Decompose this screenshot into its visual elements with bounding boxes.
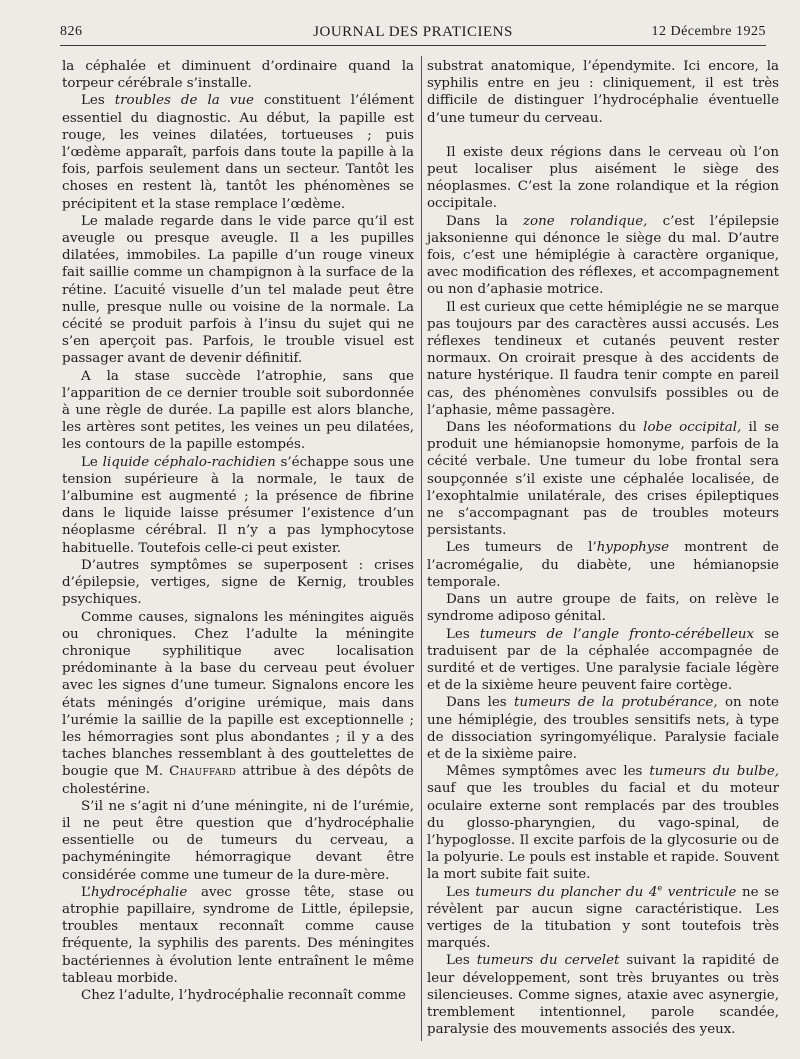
- paragraph: Dans un autre groupe de faits, on relève le syndrome adiposo génital.: [427, 592, 779, 625]
- issue-date: 12 Décembre 1925: [651, 24, 766, 39]
- paragraph: Mêmes symptômes avec les tumeurs du bulbe, sauf que les troubles du facial et du moteur oculaire externe sont remplacés par des troubles du glosso-pharyngien, du vago-spinal, de l’hypoglosse. Il excite parfois de la glycosurie ou de la polyurie. Le pouls est instable et rapide. Souvent la mort subite fait suite.: [427, 764, 780, 883]
- paragraph: Le malade regarde dans le vide parce qu’il est aveugle ou presque aveugle. Il a les pupilles dilatées, immobiles. La papille d’un rouge vineux fait saillie comme un champignon à la surface de la rétine. L’acuité visuelle d’un tel malade peut être nulle, presque nulle ou voisine de la normale. La cécité se produit parfois à l’insu du sujet qui ne s’en aperçoit pas. Parfois, le trouble visuel est passager avant de devenir définitif.: [62, 213, 414, 367]
- left-column: [62, 58, 414, 1004]
- paragraph: Les tumeurs du plancher du 4e ventricule ne se révèlent par aucun signe caractéristique. Les vertiges de la titubation y sont toutefois très marqués.: [427, 883, 779, 952]
- paragraph: Les troubles de la vue constituent l’élément essentiel du diagnostic. Au début, la papille est rouge, les veines dilatées, tortueuses ; puis l’œdème apparaît, parfois dans toute la papille à la fois, parfois seulement dans un secteur. Tantôt les choses en restent là, tantôt les phénomènes se précipitent et la stase remplace l’œdème.: [62, 93, 414, 212]
- paragraph: D’autres symptômes se superposent : crises d’épilepsie, vertiges, signe de Kernig, troubles psychiques.: [62, 557, 414, 608]
- right-column: [427, 58, 779, 1038]
- paragraph: S’il ne s’agit ni d’une méningite, ni de l’urémie, il ne peut être question que d’hydrocéphalie essentielle ou de tumeurs du cerveau, a pachyméningite hémorragique devant être considérée comme une tumeur de la dure-mère.: [62, 798, 414, 883]
- paragraph: Dans la zone rolandique, c’est l’épilepsie jaksonienne qui dénonce le siège du mal. D’autre fois, c’est une hémiplégie à caractère organique, avec modification des réflexes, et accompagnement ou non d’aphasie motrice.: [427, 213, 780, 298]
- paragraph: Dans les tumeurs de la protubérance, on note une hémiplégie, des troubles sensitifs nets, à type de dissociation syringomyélique. Paralysie faciale et de la sixième paire.: [427, 695, 779, 762]
- paragraph: Dans les néoformations du lobe occipital, il se produit une hémianopsie homonyme, parfois de la cécité verbale. Une tumeur du lobe frontal sera soupçonnée s’il existe une céphalée localisée, de l’exophtalmie unilatérale, des crises épileptiques ne s’accompagnant pas de troubles moteurs persistants.: [427, 420, 780, 539]
- column-divider: [421, 56, 422, 1041]
- journal-title: JOURNAL DES PRATICIENS: [313, 24, 513, 40]
- page-number: 826: [60, 24, 83, 39]
- paragraph: Il existe deux régions dans le cerveau où l’on peut localiser plus aisément le siège des néoplasmes. C’est la zone rolandique et la région occipitale.: [427, 144, 779, 212]
- paragraph: Les tumeurs du cervelet suivant la rapidité de leur développement, sont très bruyantes ou très silencieuses. Comme signes, ataxie avec asynergie, tremblement intentionnel, parole scandée, paralysie des mouvements associés des yeux.: [427, 953, 779, 1038]
- paragraph: Le liquide céphalo-rachidien s’échappe sous une tension supérieure à la normale, le taux de l’albumine est augmenté ; la présence de fibrine dans le liquide laisse présumer l’existence d’un néoplasme cérébral. Il n’y a pas lymphocytose habituelle. Toutefois celle-ci peut exister.: [62, 454, 415, 556]
- paragraph: Les tumeurs de l’angle fronto-cérébelleux se traduisent par de la céphalée accompagnée de surdité et de vertiges. Une paralysie faciale légère et de la sixième heure peuvent faire cortège.: [427, 626, 779, 694]
- paragraph: Chez l’adulte, l’hydrocéphalie reconnaît comme: [81, 987, 406, 1003]
- paragraph: Il est curieux que cette hémiplégie ne se marque pas toujours par des caractères aussi accusés. Les réflexes tendineux et cutanés peuvent rester normaux. On croirait presque à des accidents de nature hystérique. Il faudra tenir compte en pareil cas, des phénomènes convulsifs possibles ou de l’aphasie, même passagère.: [427, 299, 779, 418]
- header-rule: [60, 45, 766, 46]
- paragraph: Comme causes, signalons les méningites aiguës ou chroniques. Chez l’adulte la méningite chronique syphilitique avec localisation prédominante à la base du cerveau peut évoluer avec les signes d’une tumeur. Signalons encore les états méningés d’origine urémique, mais dans l’urémie la saillie de la papille est exceptionnelle ; les hémorragies sont plus abondantes ; il y a des taches blanches ressemblant à des gouttelettes de bougie que M. Chauffard attribue à des dépôts de cholestérine.: [62, 609, 414, 797]
- author-name: Chauffard: [169, 764, 237, 780]
- paragraph: substrat anatomique, l’épendymite. Ici encore, la syphilis entre en jeu : cliniquement, il est très difficile de distinguer l’hydrocéphalie éventuelle d’une tumeur du cerveau.: [427, 59, 779, 126]
- page-header: [60, 24, 766, 44]
- paragraph: A la stase succède l’atrophie, sans que l’apparition de ce dernier trouble soit subordonnée à une règle de durée. La papille est alors blanche, les artères sont petites, les veines un peu dilatées, les contours de la papille estompés.: [62, 368, 414, 453]
- paragraph: Les tumeurs de l’hypophyse montrent de l’acromégalie, du diabète, une hémianopsie temporale.: [427, 540, 779, 590]
- paragraph: L’hydrocéphalie avec grosse tête, stase ou atrophie papillaire, syndrome de Little, épilepsie, troubles mentaux reconnaît comme cause fréquente, la syphilis des parents. Des méningites bactériennes à évolution lente entraînent le même tableau morbide.: [62, 884, 414, 986]
- paragraph: la céphalée et diminuent d’ordinaire quand la torpeur cérébrale s’installe.: [62, 59, 414, 92]
